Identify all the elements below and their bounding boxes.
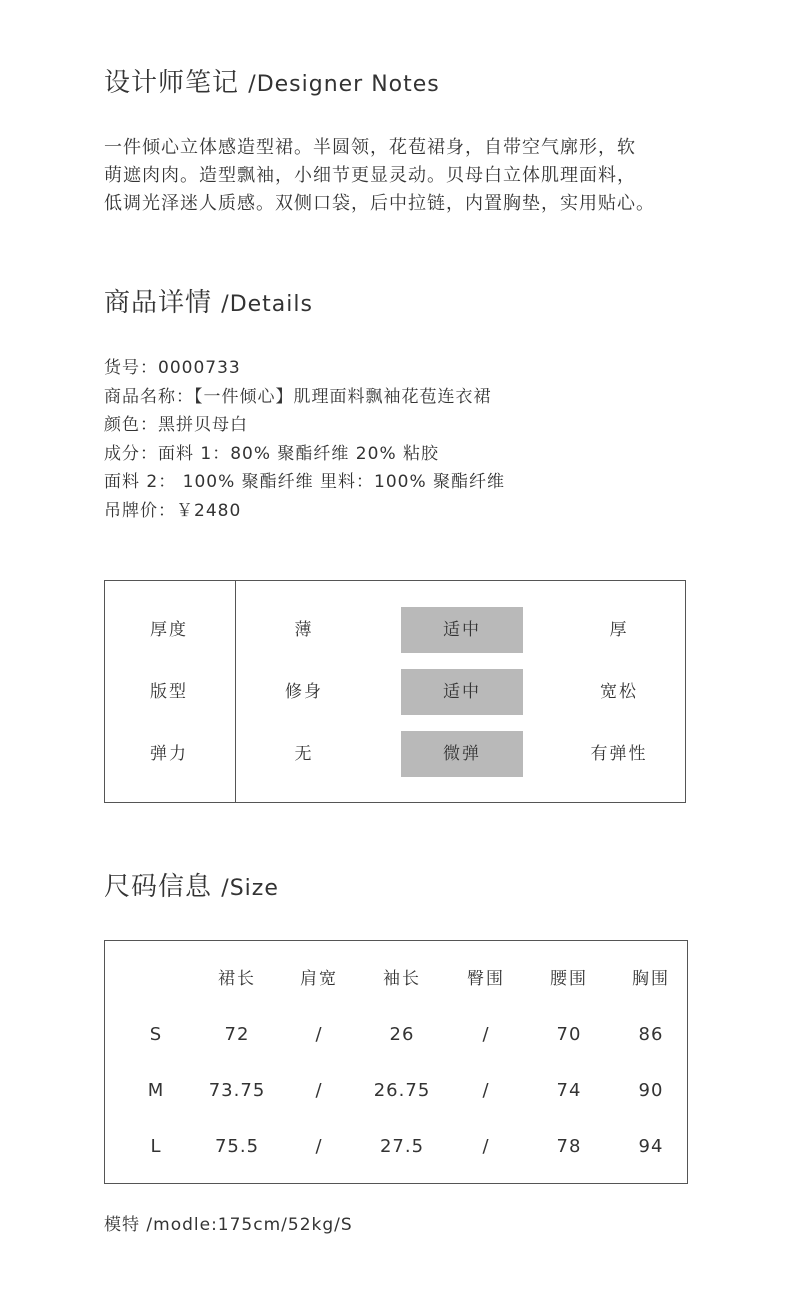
notes-line: 萌遮肉肉。造型飘袖，小细节更显灵动。贝母白立体肌理面料， (104, 165, 636, 186)
attr-option-selected: 适中 (401, 607, 523, 653)
size-value-cell: 86 (638, 1024, 664, 1045)
size-value-cell: / (482, 1136, 490, 1157)
size-value-cell: 70 (556, 1024, 582, 1045)
size-header-cell: 袖长 (383, 969, 421, 989)
size-value-cell: 94 (638, 1136, 664, 1157)
attr-label-fit: 版型 (150, 682, 188, 702)
size-value-cell: 78 (556, 1136, 582, 1157)
model-info: 模特 /modle:175cm/52kg/S (104, 1215, 353, 1235)
designer-notes-text (104, 134, 744, 218)
detail-sku: 货号：0000733 (104, 358, 241, 378)
attr-option: 修身 (285, 682, 323, 702)
size-header-cell: 臀围 (467, 969, 505, 989)
detail-product-name: 商品名称：【一件倾心】肌理面料飘袖花苞连衣裙 (104, 386, 492, 407)
attr-label-thickness: 厚度 (150, 620, 188, 640)
size-value-cell: 73.75 (208, 1080, 266, 1101)
detail-price: 吊牌价：￥2480 (104, 500, 242, 521)
attr-option: 薄 (294, 620, 314, 640)
size-title (104, 866, 279, 903)
attr-label-elasticity: 弹力 (150, 744, 188, 764)
detail-composition-2: 面料 2： 100% 聚酯纤维 里料：100% 聚酯纤维 (104, 472, 506, 492)
size-value-cell: / (315, 1024, 323, 1045)
attr-option: 有弹性 (590, 744, 648, 764)
size-label-cell: L (150, 1136, 162, 1157)
details-title (104, 282, 313, 319)
size-header-cell: 裙长 (218, 969, 256, 989)
designer-notes-title (104, 62, 440, 99)
size-value-cell: 26 (389, 1024, 415, 1045)
size-label-cell: M (147, 1080, 165, 1101)
detail-color: 颜色：黑拼贝母白 (104, 415, 248, 435)
attr-option-selected: 微弹 (401, 731, 523, 777)
size-value-cell: 90 (638, 1080, 664, 1101)
size-value-cell: 26.75 (373, 1080, 431, 1101)
details-title-en: /Details (221, 292, 313, 317)
notes-line: 一件倾心立体感造型裙。半圆领，花苞裙身，自带空气廓形，软 (104, 137, 636, 158)
size-value-cell: / (482, 1080, 490, 1101)
details-title-cn: 商品详情 (104, 288, 213, 318)
size-value-cell: 75.5 (214, 1136, 260, 1157)
size-value-cell: / (482, 1024, 490, 1045)
detail-composition: 成分：面料 1：80% 聚酯纤维 20% 粘胶 (104, 443, 440, 464)
designer-notes-title-en: /Designer Notes (248, 72, 440, 97)
attr-option: 无 (294, 744, 314, 764)
size-value-cell: 27.5 (379, 1136, 425, 1157)
size-title-en: /Size (221, 876, 279, 901)
size-value-cell: / (315, 1136, 323, 1157)
size-value-cell: 74 (556, 1080, 582, 1101)
attribute-table-divider (235, 580, 236, 803)
notes-line: 低调光泽迷人质感。双侧口袋，后中拉链，内置胸垫，实用贴心。 (104, 193, 655, 214)
size-label-cell: S (149, 1024, 163, 1045)
size-header-cell: 腰围 (550, 969, 588, 989)
designer-notes-title-cn: 设计师笔记 (104, 68, 240, 98)
attr-option: 厚 (609, 620, 629, 640)
size-value-cell: 72 (224, 1024, 250, 1045)
details-list (104, 354, 505, 525)
size-value-cell: / (315, 1080, 323, 1101)
size-title-cn: 尺码信息 (104, 872, 213, 902)
size-header-cell: 肩宽 (300, 969, 338, 989)
size-header-cell: 胸围 (632, 969, 670, 989)
attr-option: 宽松 (600, 682, 638, 702)
attr-option-selected: 适中 (401, 669, 523, 715)
